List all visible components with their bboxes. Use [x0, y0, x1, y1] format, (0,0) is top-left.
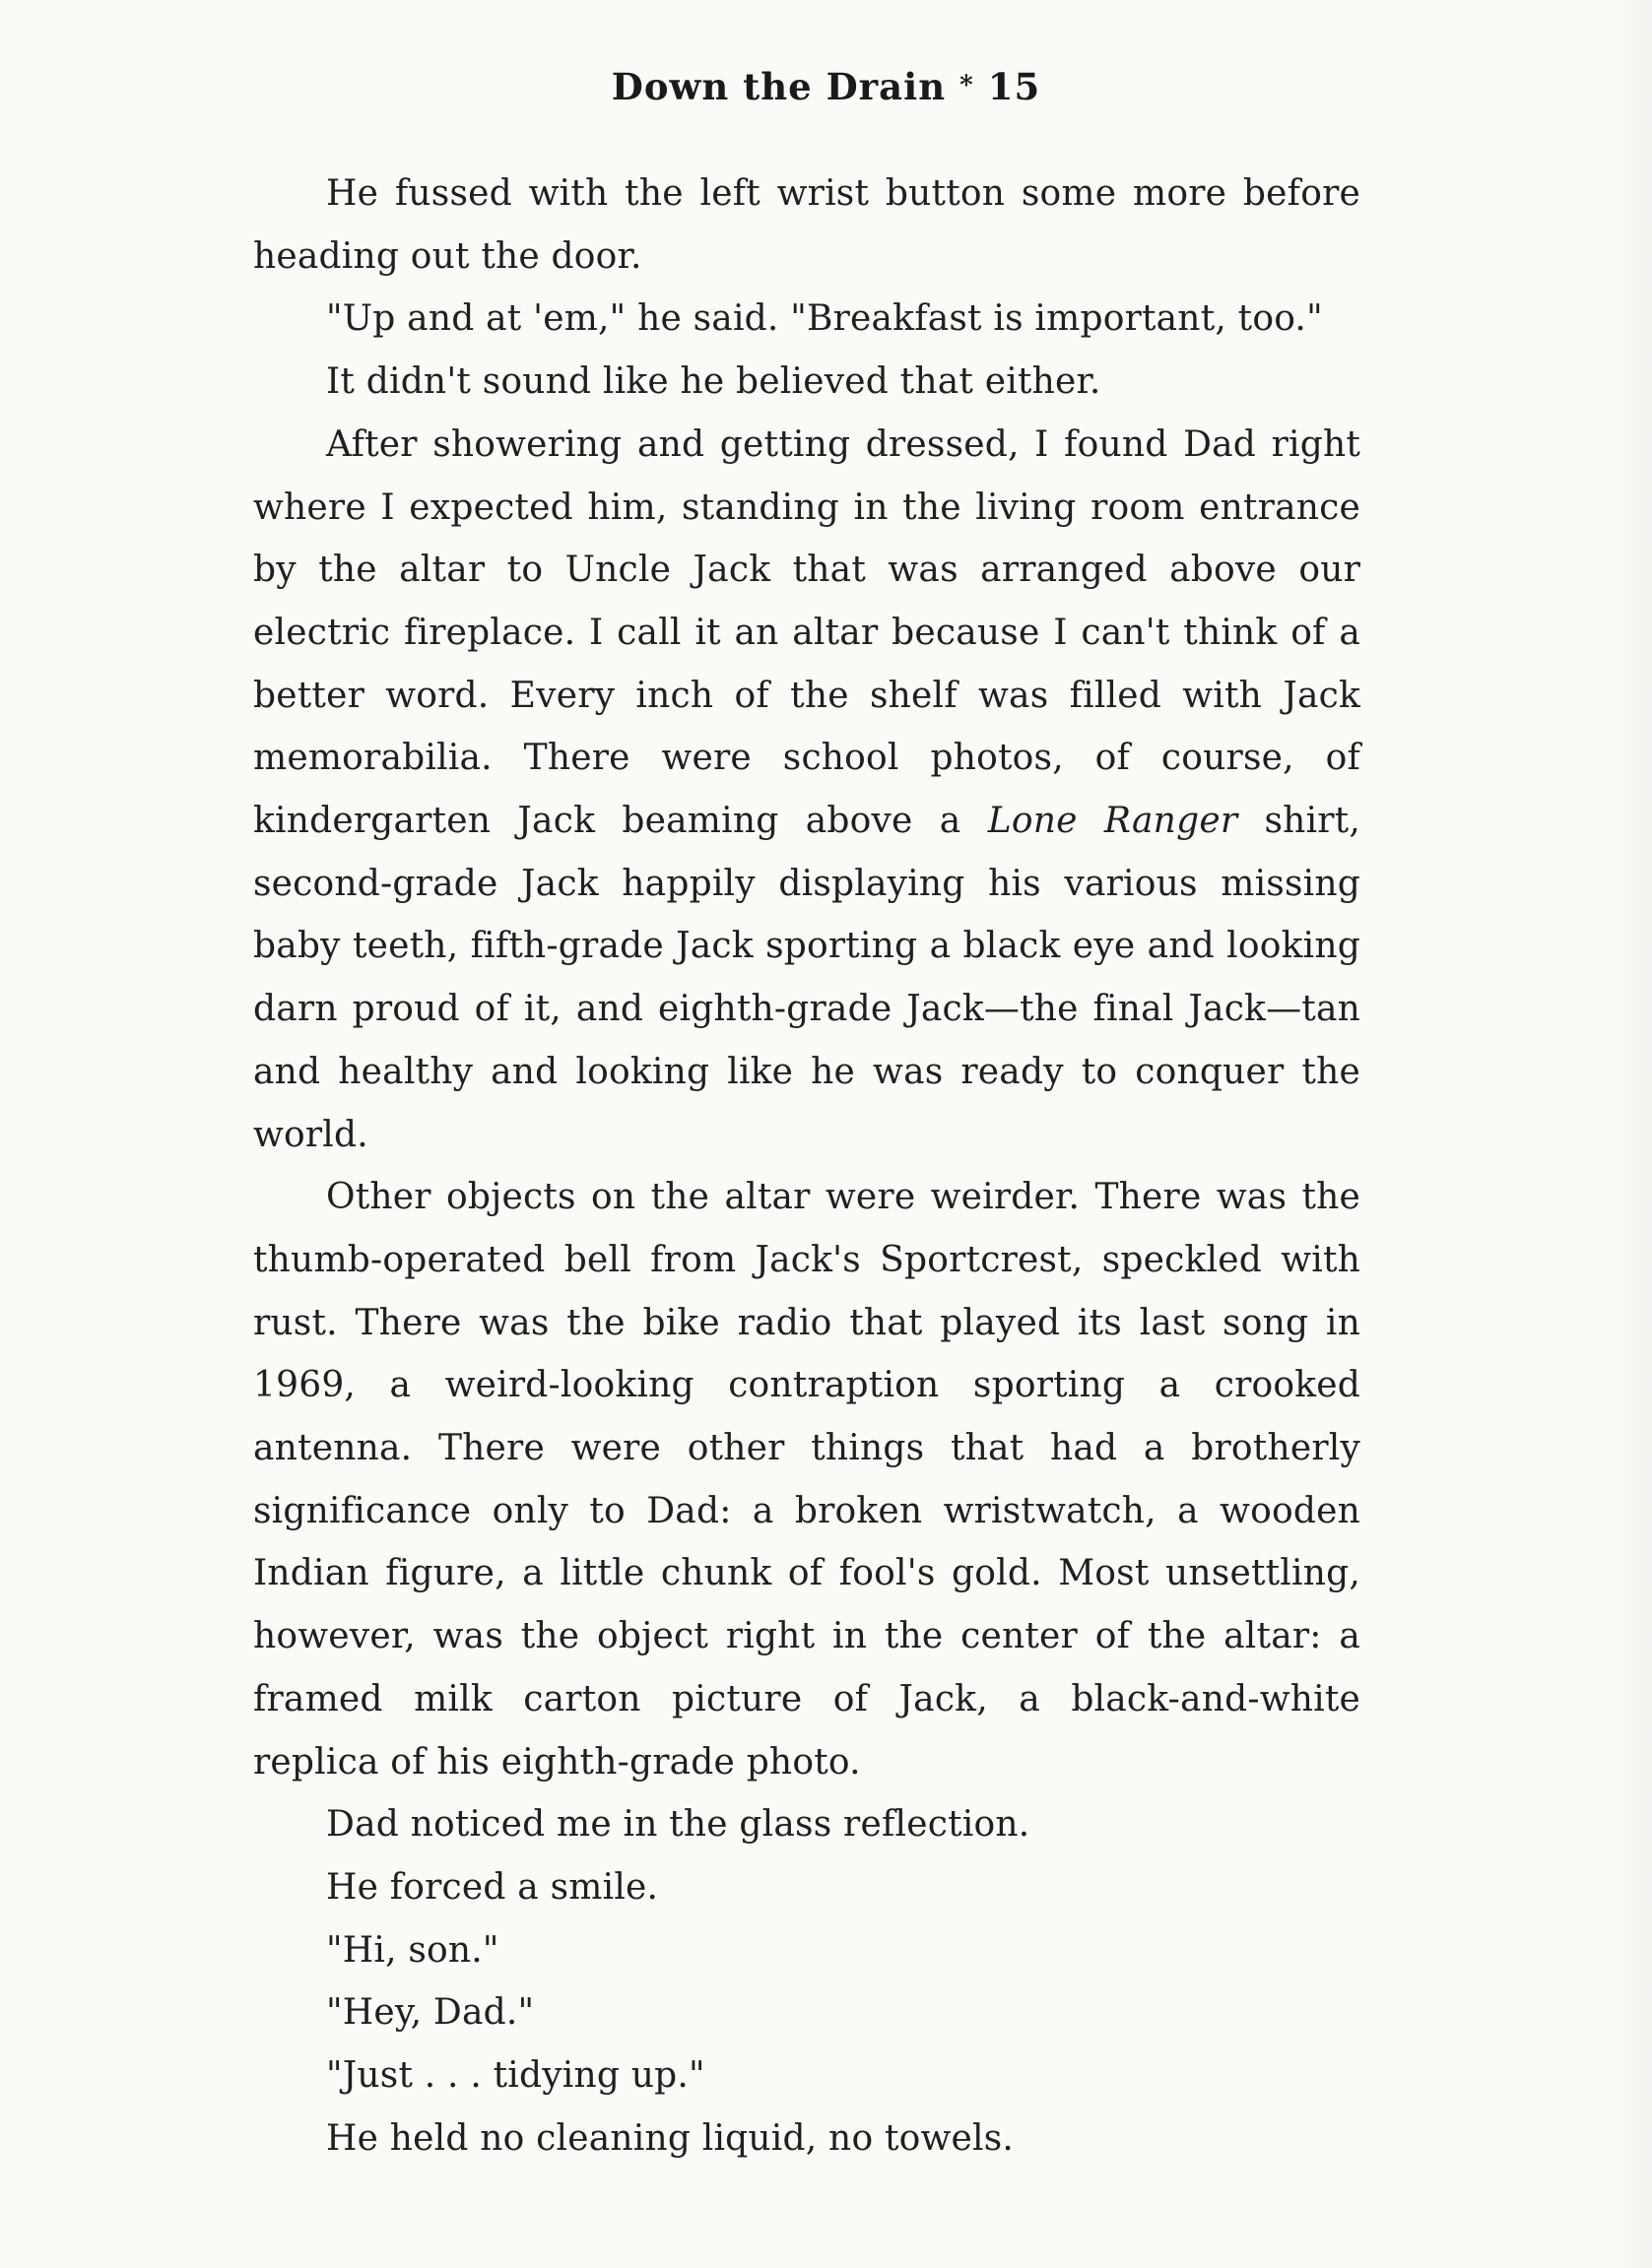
body-text: [253, 162, 1360, 2171]
paragraph-text: After showering and getting dressed, I found Dad right where I expected him, standing in the living room entrance by the altar to Uncle Jack that was arranged above our electric fireplace. I call it an altar because I can't think of a better word. Every inch of the shelf was filled with Jack memorabilia. There were school photos, of course, of kindergarten Jack beaming above a: [253, 423, 1360, 842]
paragraph: Other objects on the altar were weirder. There was the thumb-operated bell from Jack's Sportcrest, speckled with rust. There was the bike radio that played its last song in 1969, a weird-looking contraption sporting a crooked antenna. There were other things that had a brotherly significance only to Dad: a broken wristwatch, a wooden Indian figure, a little chunk of fool's gold. Most unsettling, however, was the object right in the center of the altar: a framed milk carton picture of Jack, a black-and-white replica of his eighth-grade photo.: [253, 1177, 1360, 1782]
paragraph: "Just . . . tidying up.": [326, 2055, 705, 2097]
header-separator: *: [959, 71, 974, 100]
italic-title: Lone Ranger: [987, 801, 1238, 842]
paragraph: Dad noticed me in the glass reflection.: [326, 1804, 1030, 1846]
paragraph: He forced a smile.: [326, 1866, 659, 1908]
paragraph: He fussed with the left wrist button some more before heading out the door.: [253, 173, 1360, 277]
paragraph: [253, 414, 1360, 1166]
chapter-title: Down the Drain: [611, 65, 947, 108]
running-head: [0, 65, 1652, 108]
paragraph: He held no cleaning liquid, no towels.: [326, 2117, 1015, 2159]
page-number: 15: [987, 65, 1041, 108]
paragraph-text: shirt, second-grade Jack happily displaying his various missing baby teeth, fifth-grade Jack sporting a black eye and looking darn proud of it, and eighth-grade Jack—the final Jack—tan and healthy and looking like he was ready to conquer the world.: [253, 801, 1360, 1155]
paragraph: "Hey, Dad.": [326, 1992, 535, 2034]
page-edge-shadow: [1613, 0, 1652, 2268]
paragraph: It didn't sound like he believed that either.: [326, 361, 1101, 403]
paragraph: "Up and at 'em," he said. "Breakfast is important, too.": [326, 298, 1323, 340]
paragraph: "Hi, son.": [326, 1929, 499, 1971]
